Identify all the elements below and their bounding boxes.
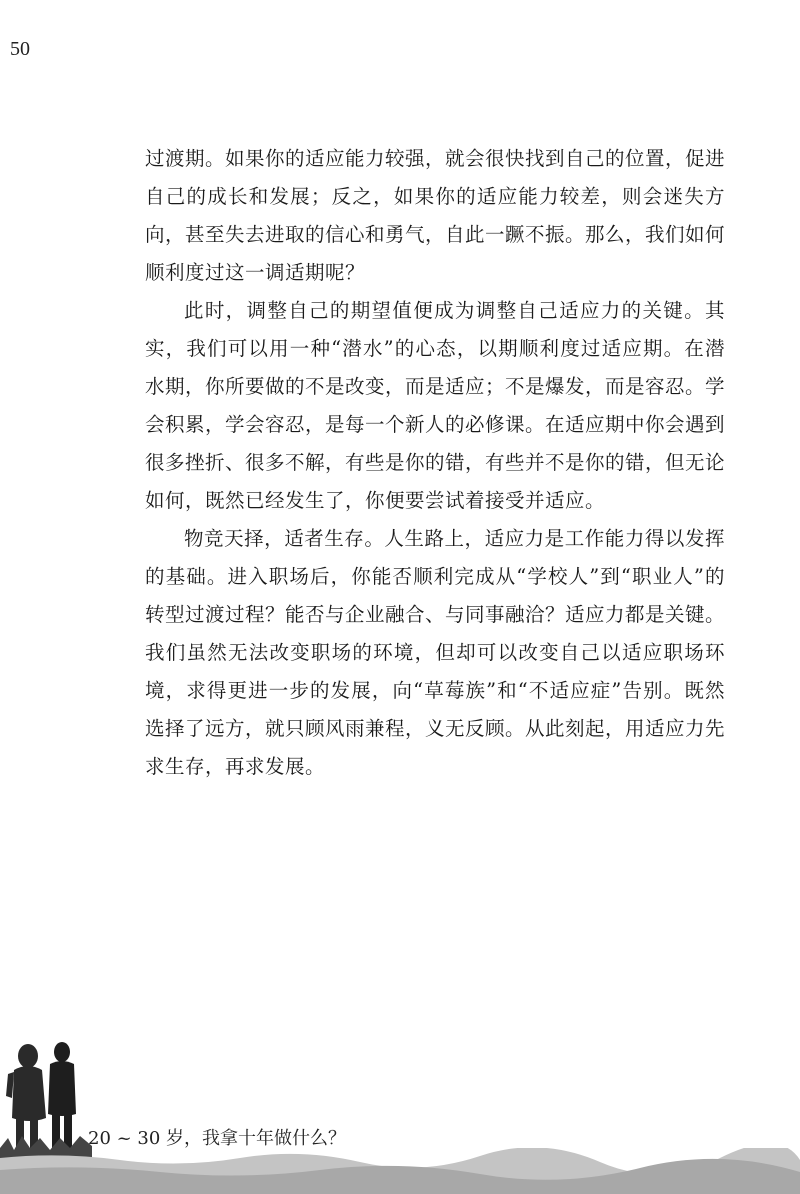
person-right-figure bbox=[48, 1042, 76, 1156]
footer-decorative-strip bbox=[0, 1148, 800, 1194]
page-number: 50 bbox=[10, 38, 30, 60]
body-text bbox=[145, 140, 725, 786]
footer-photo bbox=[0, 1038, 92, 1160]
footer-book-title: 20 ~ 30 岁，我拿十年做什么？ bbox=[88, 1128, 347, 1149]
paragraph-3: 物竞天择，适者生存。人生路上，适应力是工作能力得以发挥的基础。进入职场后，你能否顺利完成从“学校人”到“职业人”的转型过渡过程？能否与企业融合、与同事融洽？适应力都是关键。我们虽然无法改变职场的环境，但却可以改变自己以适应职场环境，求得更进一步的发展，向“草莓族”和“不适应症”告别。既然选择了远方，就只顾风雨兼程，义无反顾。从此刻起，用适应力先求生存，再求发展。 bbox=[145, 527, 726, 778]
paragraph-2: 此时，调整自己的期望值便成为调整自己适应力的关键。其实，我们可以用一种“潜水”的心态，以期顺利度过适应期。在潜水期，你所要做的不是改变，而是适应；不是爆发，而是容忍。学会积累，学会容忍，是每一个新人的必修课。在适应期中你会遇到很多挫折、很多不解，有些是你的错，有些并不是你的错，但无论如何，既然已经发生了，你便要尝试着接受并适应。 bbox=[145, 299, 726, 512]
paragraph-1: 过渡期。如果你的适应能力较强，就会很快找到自己的位置，促进自己的成长和发展；反之，如果你的适应能力较差，则会迷失方向，甚至失去进取的信心和勇气，自此一蹶不振。那么，我们如何顺利度过这一调适期呢？ bbox=[145, 147, 726, 284]
